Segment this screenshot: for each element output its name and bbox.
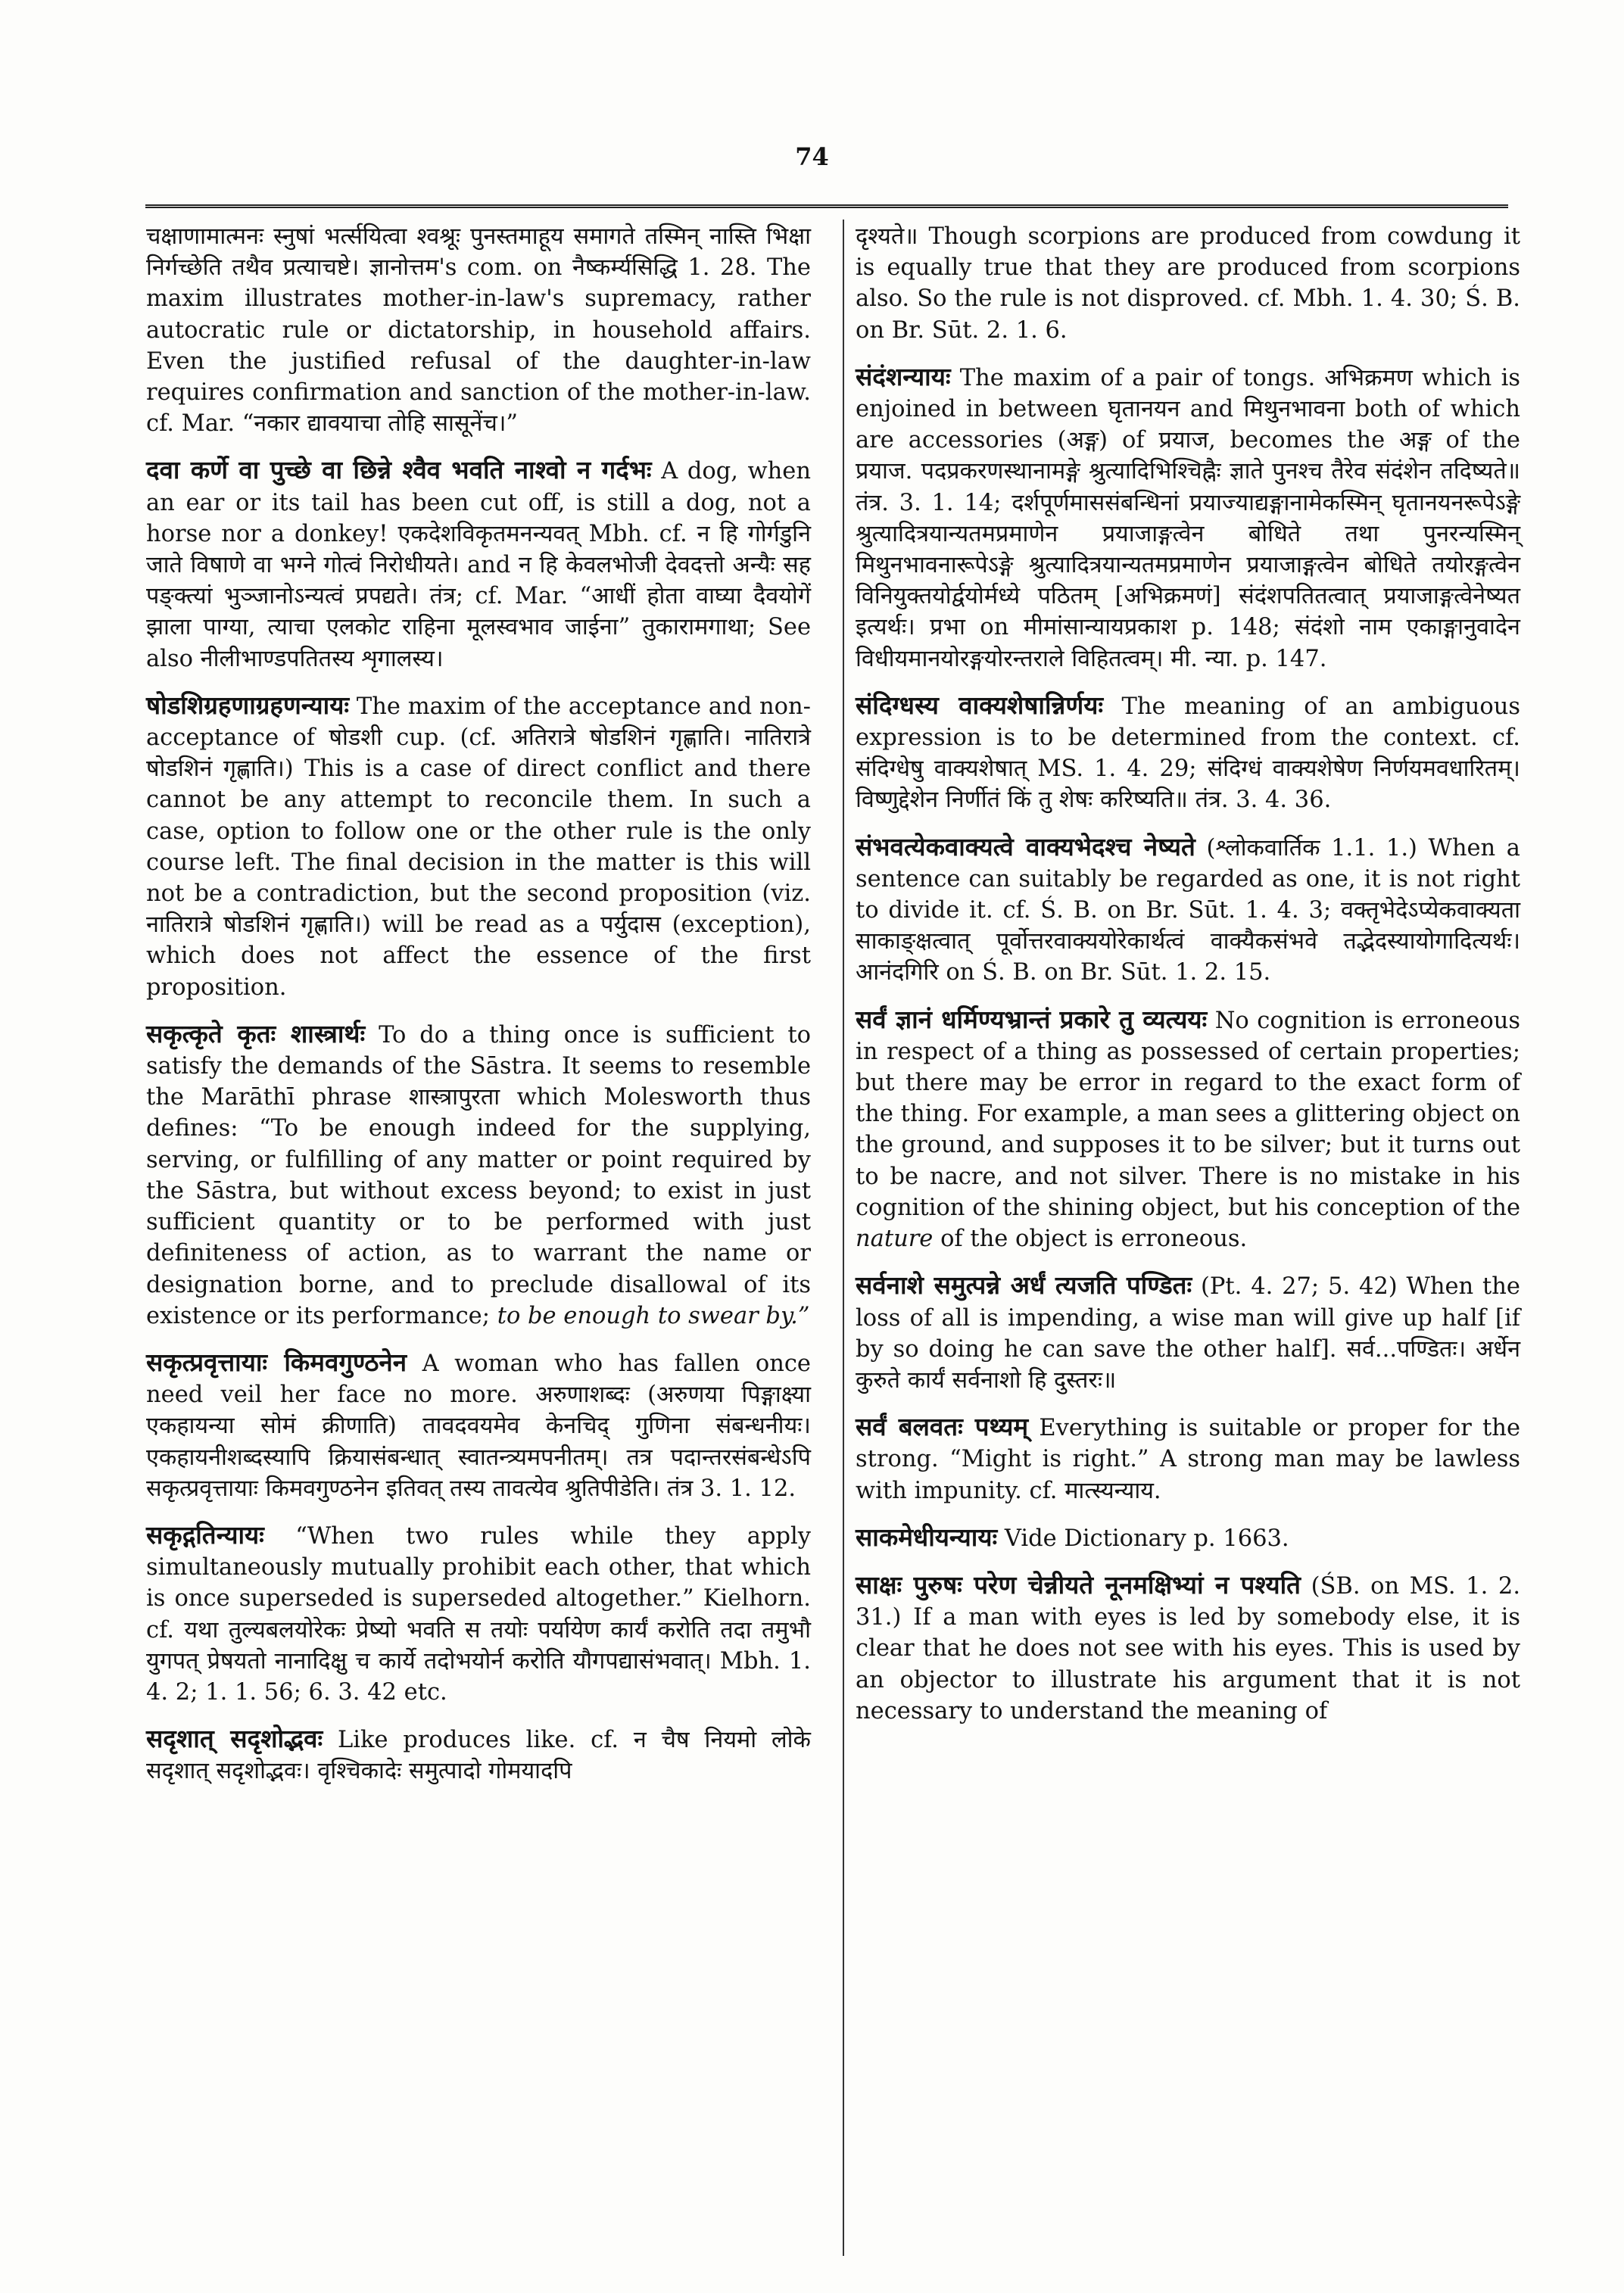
entry-text: To do a thing once is sufficient to satisfy the demands of the Sāstra. It seems to resemble the Marāthī phrase शास्त्रापुरता which Molesworth thus defines: “To be enough indeed for the supplying, serving, or fulfilling of any matter or point required by the Sāstra, but without excess beyond; to exist in just sufficient quantity or to be performed with just definiteness of action, as to warrant the name or designation borne, and to preclude disallowal of its existence or its performance; bbox=[146, 1021, 812, 1329]
entry bbox=[856, 361, 1520, 675]
entry-headword: सर्वनाशे समुत्पन्ने अर्धं त्यजति पण्डितः bbox=[856, 1270, 1192, 1301]
entry bbox=[856, 1004, 1520, 1255]
entry bbox=[146, 1519, 811, 1708]
entry-text: The meaning of an ambiguous expression is to be determined from the context. cf. संदिग्धेषु वाक्यशेषात् MS. 1. 4. 29; संदिग्धं वाक्यशेषेण निर्णयमवधारितम्। विष्णुद्देशेन निर्णीतं किं तु शेषः करिष्यति॥ तंत्र. 3. 4. 36. bbox=[856, 693, 1520, 814]
entry bbox=[856, 1411, 1520, 1506]
entry bbox=[146, 1347, 811, 1504]
entry-text: (Pt. 4. 27; 5. 42) When the loss of all is impending, a wise man will give up half [if by so doing he can save the other half]. सर्व...पण्डितः। अर्धेन कुरुते कार्यं सर्वनाशो हि दुस्तरः॥ bbox=[856, 1273, 1520, 1394]
entry-text-end: of the object is erroneous. bbox=[940, 1226, 1248, 1253]
entry-text: A dog, when an ear or its tail has been cut off, is still a dog, not a horse nor a donkey! एकदेशविकृतमनन्यवत् Mbh. cf. न हि गोर्गडुनि जाते विषाणे वा भग्ने गोत्वं निरोधीयते। and न हि केवलभोजी देवदत्तो अन्यैः सह पङ्क्त्यां भुञ्जानोऽन्यत्वं प्रपद्यते। तंत्र; cf. Mar. “आधीं होता वाघ्या दैवयोगें झाला पाग्या, त्याचा एलकोट राहिना मूलस्वभाव जाईना” तुकारामगाथा; See also नीलीभाण्डपतितस्य शृगालस्य। bbox=[146, 458, 812, 672]
entry-headword: संदिग्धस्य वाक्यशेषान्निर्णयः bbox=[856, 690, 1103, 720]
entry-headword: संदंशन्यायः bbox=[856, 361, 951, 391]
entry-headword: सर्वं बलवतः पथ्यम् bbox=[856, 1412, 1029, 1442]
entry bbox=[856, 1522, 1520, 1554]
entry-text: “When two rules while they apply simultaneously mutually prohibit each other, that which is once superseded is superseded altogether.” Kielhorn. cf. यथा तुल्यबलयोरेकः प्रेष्यो भवति स तयोः पर्यायेण कार्यं करोति तदा तमुभौ युगपत् प्रेषयतो नानादिक्षु च कार्ये तदोभयोर्न करोति यौगपद्यासंभवात्। Mbh. 1. 4. 2; 1. 1. 56; 6. 3. 42 etc. bbox=[146, 1522, 811, 1706]
entry-text: Everything is suitable or proper for the strong. “Might is right.” A strong man may be lawless with impunity. cf. मात्स्यन्याय. bbox=[856, 1415, 1520, 1504]
entry-continuation bbox=[146, 221, 811, 439]
entry-headword: सकृत्कृते कृतः शास्त्रार्थः bbox=[146, 1018, 366, 1048]
entry-headword: साक्षः पुरुषः परेण चेन्नीयते नूनमक्षिभ्यां न पश्यति bbox=[856, 1569, 1301, 1600]
entry bbox=[146, 454, 811, 674]
entry-italic-text: to be enough to swear by.” bbox=[497, 1302, 810, 1329]
entry-text: चक्षाणामात्मनः स्नुषां भर्त्सयित्वा श्वश्रूः पुनस्तमाहूय समागते तस्मिन् नास्ति भिक्षा निर्गच्छेति तथैव प्रत्याचष्टे। ज्ञानोत्तम's com. on नैष्कर्म्यसिद्धि 1. 28. The maxim illustrates mother-in-law's supremacy, rather autocratic rule or dictatorship, in household affairs. Even the justified refusal of the daughter-in-law requires confirmation and sanction of the mother-in-law. cf. Mar. “नकार द्यावयाचा तोहि सासूनेंच।” bbox=[146, 223, 811, 438]
entry-text: No cognition is erroneous in respect of a thing as possessed of certain properties; but there may be error in regard to the exact form of the thing. For example, a man sees a glittering object on the ground, and supposes it to be silver; but it turns out to be nacre, and not silver. There is no mistake in his cognition of the shining object, but his conception of the bbox=[856, 1007, 1520, 1221]
entry-headword: संभवत्येकवाक्यत्वे वाक्यभेदश्च नेष्यते bbox=[856, 831, 1195, 861]
entry-headword: सदृशात् सदृशोद्भवः bbox=[146, 1724, 323, 1754]
header-rule bbox=[145, 204, 1508, 208]
page-number: 74 bbox=[795, 142, 829, 171]
entry-headword: दवा कर्णे वा पुच्छे वा छिन्ने श्वैव भवति नाश्वो न गर्दभः bbox=[146, 455, 652, 485]
entry-text: Like produces like. cf. न चैष नियमो लोके सदृशात् सदृशोद्भवः। वृश्चिकादेः समुत्पादो गोमयादपि bbox=[146, 1727, 811, 1785]
entry-text: (श्लोकवार्तिक 1.1. 1.) When a sentence can suitably be regarded as one, it is not right to divide it. cf. Ś. B. on Br. Sūt. 1. 4. 3; वक्तृभेदेऽप्येकवाक्यता साकाङ्क्षत्वात् पूर्वोत्तरवाक्ययोरेकार्थत्वं वाक्यैकसंभवे तद्भेदस्यायोगादित्यर्थः। आनंदगिरि on Ś. B. on Br. Sūt. 1. 2. 15. bbox=[856, 834, 1520, 986]
entry-text: Vide Dictionary p. 1663. bbox=[1004, 1525, 1289, 1552]
left-column bbox=[146, 221, 811, 1802]
entry-headword: षोडशिग्रहणाग्रहणन्यायः bbox=[146, 690, 350, 720]
entry-headword: सकृद्गतिन्यायः bbox=[146, 1519, 264, 1550]
entry bbox=[856, 690, 1520, 816]
right-column bbox=[856, 221, 1520, 1742]
entry-text: (ŚB. on MS. 1. 2. 31.) If a man with eyes is led by somebody else, it is clear that he does not see with his eyes. This is used by an objector to illustrate his argument that it is not necessary to understand the meaning of bbox=[856, 1572, 1521, 1724]
entry bbox=[146, 1018, 811, 1332]
entry-text: A woman who has fallen once need veil her face no more. अरुणाशब्दः (अरुणया पिङ्गाक्ष्या एकहायन्या सोमं क्रीणाति) तावदवयमेव केनचिद् गुणिना संबन्धनीयः। एकहायनीशब्दस्यापि क्रियासंबन्धात् स्वातन्त्र्यमपनीतम्। तत्र पदान्तरसंबन्धेऽपि सकृत्प्रवृत्तायाः किमवगुण्ठनेन इतिवत् तस्य तावत्येव श्रुतिपीडेति। तंत्र 3. 1. 12. bbox=[146, 1350, 811, 1502]
entry bbox=[856, 831, 1520, 989]
entry-headword: साकमेधीयन्यायः bbox=[856, 1522, 998, 1552]
entry bbox=[146, 1723, 811, 1787]
entry-text: दृश्यते॥ Though scorpions are produced from cowdung it is equally true that they are produced from scorpions also. So the rule is not disproved. cf. Mbh. 1. 4. 30; Ś. B. on Br. Sūt. 2. 1. 6. bbox=[856, 223, 1520, 344]
entry bbox=[856, 1270, 1520, 1396]
entry-text: The maxim of the acceptance and non-acceptance of षोडशी cup. (cf. अतिरात्रे षोडशिनं गृह्णाति। नातिरात्रे षोडशिनं गृह्णाति।) This is a case of direct conflict and there cannot be any attempt to reconcile them. In such a case, option to follow one or the other rule is the only course left. The final decision in the matter is this will not be a contradiction, but the second proposition (viz. नातिरात्रे षोडशिनं गृह्णाति।) will be read as a पर्युदास (exception), which does not affect the essence of the first proposition. bbox=[146, 693, 811, 1001]
entry-italic-text: nature bbox=[856, 1226, 934, 1253]
entry bbox=[146, 690, 811, 1003]
entry bbox=[856, 1569, 1520, 1727]
entry-headword: सकृत्प्रवृत्तायाः किमवगुण्ठनेन bbox=[146, 1347, 407, 1377]
entry-continuation bbox=[856, 221, 1520, 346]
entry-headword: सर्वं ज्ञानं धर्मिण्यभ्रान्तं प्रकारे तु व्यत्ययः bbox=[856, 1004, 1208, 1034]
entry-text: The maxim of a pair of tongs. अभिक्रमण which is enjoined in between घृतानयन and मिथुनभावना both of which are accessories (अङ्ग) of प्रयाज, becomes the अङ्ग of the प्रयाज. पदप्रकरणस्थानामङ्गे श्रुत्यादिभिश्चिह्नैः ज्ञाते पुनश्च तैरेव संदंशेन तदिष्यते॥ तंत्र. 3. 1. 14; दर्शपूर्णमाससंबन्धिनां प्रयाज्याद्यङ्गानामेकस्मिन् घृतानयनरूपेऽङ्गे श्रुत्यादित्रयान्यतमप्रमाणेन प्रयाजाङ्गत्वेन बोधिते तथा पुनरन्यस्मिन् मिथुनभावनारूपेऽङ्गे श्रुत्यादित्रयान्यतमप्रमाणेन प्रयाजाङ्गत्वेन बोधिते तयोरङ्गत्वेन विनियुक्तयोर्द्वयोर्मध्ये पठितम् [अभिक्रमणं] संदंशपतितत्वात् प्रयाजाङ्गत्वेनेष्यत इत्यर्थः। प्रभा on मीमांसान्यायप्रकाश p. 148; संदंशो नाम एकाङ्गानुवादेन विधीयमानयोरङ्गयोरन्तराले विहितत्वम्। मी. न्या. p. 147. bbox=[856, 364, 1520, 672]
column-divider bbox=[843, 220, 844, 2256]
